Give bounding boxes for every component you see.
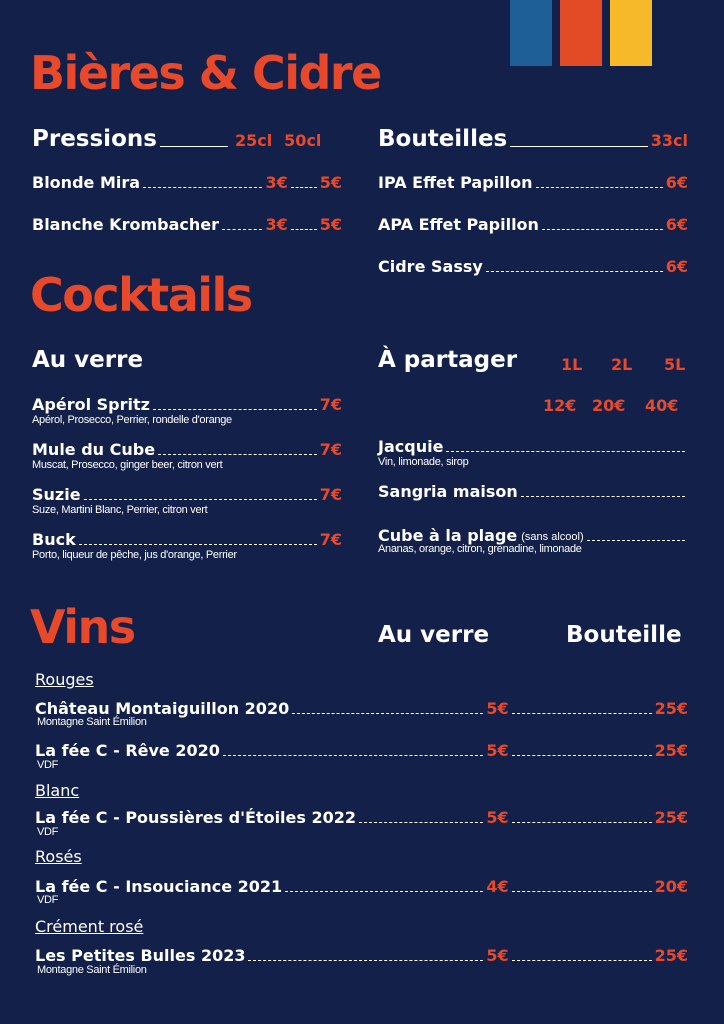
list-item: Cidre Sassy 6€ (378, 257, 688, 276)
cocktails-title: Cocktails (30, 268, 252, 322)
size-25cl: 25cl (234, 131, 273, 150)
vins-title: Vins (30, 600, 135, 654)
stripe-blue (510, 0, 552, 66)
category-label: Blanc (35, 781, 80, 800)
list-item: Château Montaiguillon 2020 5€ 25€ (35, 699, 688, 718)
category-label: Crément rosé (35, 917, 144, 936)
list-item: APA Effet Papillon 6€ (378, 215, 688, 234)
price-1l: 12€ (543, 396, 577, 415)
list-item: La fée C - Insouciance 2021 4€ 20€ (35, 877, 688, 896)
bouteilles-header (378, 124, 688, 152)
list-item: Suzie 7€ (32, 485, 342, 504)
category-label: Rouges (35, 670, 94, 689)
au-verre-heading: Au verre (32, 347, 144, 373)
item-origin: Montagne Saint Émilion (37, 964, 147, 976)
pressions-header (32, 124, 342, 152)
list-item: La fée C - Poussières d'Étoiles 2022 5€ 25€ (35, 808, 688, 827)
item-description: Porto, liqueur de pêche, jus d'orange, Perrier (32, 549, 237, 561)
a-partager-heading: À partager (378, 347, 518, 373)
item-description: Muscat, Prosecco, ginger beer, citron vert (32, 459, 223, 471)
item-description: Apérol, Prosecco, Perrier, rondelle d'orange (32, 414, 232, 426)
item-description: Ananas, orange, citron, grenadine, limonade (378, 543, 582, 555)
list-item: Buck 7€ (32, 530, 342, 549)
size-5l: 5L (664, 355, 686, 374)
list-item: La fée C - Rêve 2020 5€ 25€ (35, 741, 688, 760)
list-item: Les Petites Bulles 2023 5€ 25€ (35, 946, 688, 965)
size-50cl: 50cl (284, 131, 322, 150)
bieres-title: Bières & Cidre (30, 46, 381, 100)
bouteilles-heading: Bouteilles (378, 126, 508, 152)
list-item: Cube à la plage (sans alcool) (378, 523, 688, 545)
stripe-red (560, 0, 602, 66)
col-au-verre: Au verre (378, 622, 490, 648)
pressions-heading: Pressions (32, 126, 157, 152)
item-description: Suze, Martini Blanc, Perrier, citron vert (32, 504, 208, 516)
item-origin: VDF (37, 894, 59, 906)
item-description: Vin, limonade, sirop (378, 456, 469, 468)
list-item: Blonde Mira 3€ 5€ (32, 173, 342, 192)
item-note: (sans alcool) (521, 531, 584, 543)
col-bouteille: Bouteille (566, 622, 682, 648)
item-origin: VDF (37, 759, 59, 771)
list-item: Blanche Krombacher 3€ 5€ (32, 215, 342, 234)
list-item: Jacquie (378, 434, 688, 456)
size-2l: 2L (611, 355, 633, 374)
list-item: Mule du Cube 7€ (32, 440, 342, 459)
item-origin: Montagne Saint Émilion (37, 716, 147, 728)
list-item: Sangria maison (378, 479, 688, 501)
list-item: Apérol Spritz 7€ (32, 395, 342, 414)
price-5l: 40€ (645, 396, 679, 415)
size-33cl: 33cl (650, 131, 688, 150)
category-label: Rosés (35, 847, 82, 866)
size-1l: 1L (561, 355, 583, 374)
list-item: IPA Effet Papillon 6€ (378, 173, 688, 192)
price-2l: 20€ (592, 396, 626, 415)
item-origin: VDF (37, 826, 59, 838)
stripe-yellow (610, 0, 652, 66)
